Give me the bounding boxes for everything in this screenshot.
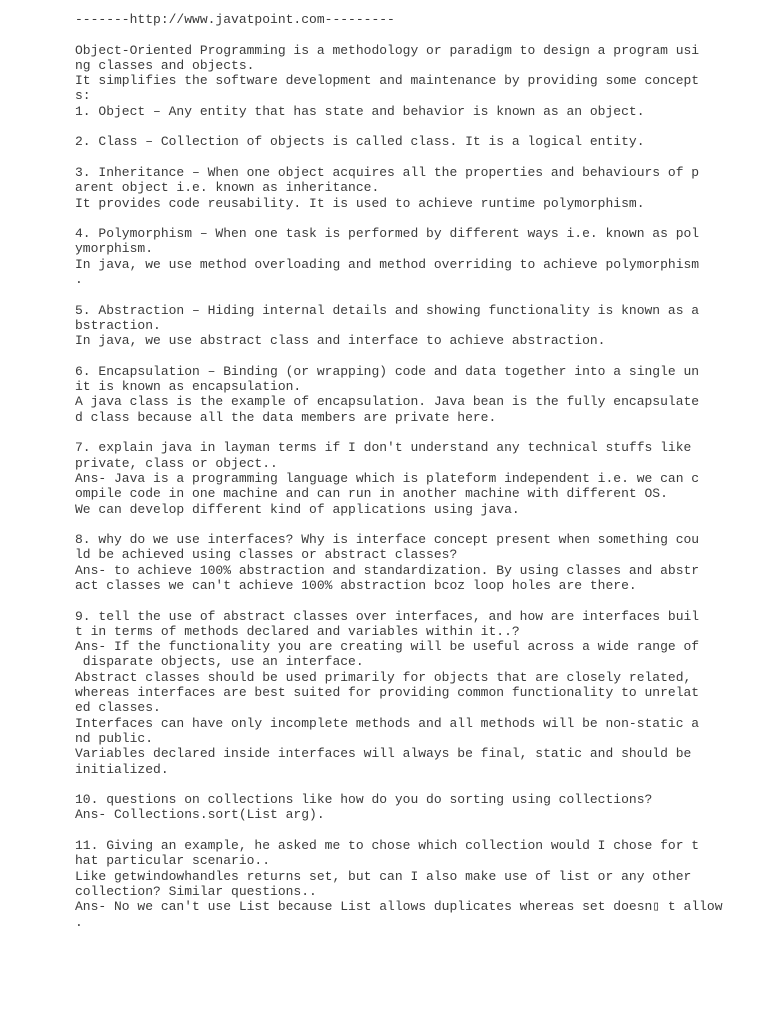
text-line: . xyxy=(75,272,83,288)
text-line: hat particular scenario.. xyxy=(75,853,271,869)
text-line: s: xyxy=(75,88,91,104)
blank-line xyxy=(75,349,735,364)
text-line: 11. Giving an example, he asked me to chose which collection would I chose for t xyxy=(75,838,700,854)
blank-line xyxy=(75,823,735,838)
text-line: Ans- Collections.sort(List arg). xyxy=(75,807,325,823)
text-line: Ans- If the functionality you are creating will be useful across a wide range of xyxy=(75,639,700,655)
text-line: It simplifies the software development and maintenance by providing some concept xyxy=(75,73,700,89)
text-line: d class because all the data members are private here. xyxy=(75,409,497,425)
document-body xyxy=(75,27,735,930)
text-line: 4. Polymorphism – When one task is performed by different ways i.e. known as pol xyxy=(75,226,700,242)
text-line: A java class is the example of encapsulation. Java bean is the fully encapsulate xyxy=(75,394,700,410)
text-line: collection? Similar questions.. xyxy=(75,883,317,899)
text-line: 1. Object – Any entity that has state and behavior is known as an object. xyxy=(75,103,645,119)
blank-line xyxy=(75,150,735,165)
blank-line xyxy=(75,425,735,440)
text-line: initialized. xyxy=(75,761,169,777)
text-line: 3. Inheritance – When one object acquires all the properties and behaviours of p xyxy=(75,164,700,180)
blank-line xyxy=(75,517,735,532)
blank-line xyxy=(75,777,735,792)
blank-line xyxy=(75,119,735,134)
text-line: Ans- No we can't use List because List allows duplicates whereas set doesn▯ t allow xyxy=(75,899,723,915)
text-line: ld be achieved using classes or abstract classes? xyxy=(75,547,458,563)
document-page xyxy=(75,12,735,930)
text-line: It provides code reusability. It is used to achieve runtime polymorphism. xyxy=(75,195,645,211)
blank-line xyxy=(75,287,735,302)
text-line: t in terms of methods declared and variables within it..? xyxy=(75,623,520,639)
header-line: -------http://www.javatpoint.com--------- xyxy=(75,12,395,27)
text-line: Abstract classes should be used primarily for objects that are closely related, xyxy=(75,669,692,685)
text-line: Object-Oriented Programming is a methodology or paradigm to design a program usi xyxy=(75,42,700,58)
text-line: Ans- to achieve 100% abstraction and standardization. By using classes and abstr xyxy=(75,562,700,578)
text-line: 2. Class – Collection of objects is called class. It is a logical entity. xyxy=(75,134,645,150)
text-line: ed classes. xyxy=(75,700,161,716)
text-line: In java, we use abstract class and interface to achieve abstraction. xyxy=(75,333,606,349)
blank-line xyxy=(75,211,735,226)
text-line: Like getwindowhandles returns set, but can I also make use of list or any other xyxy=(75,868,692,884)
text-line: act classes we can't achieve 100% abstraction bcoz loop holes are there. xyxy=(75,577,637,593)
text-line: 10. questions on collections like how do you do sorting using collections? xyxy=(75,792,653,808)
blank-line xyxy=(75,593,735,608)
text-line: Variables declared inside interfaces will always be final, static and should be xyxy=(75,746,692,762)
text-line: disparate objects, use an interface. xyxy=(75,654,364,670)
text-line: In java, we use method overloading and method overriding to achieve polymorphism xyxy=(75,256,700,272)
text-line: it is known as encapsulation. xyxy=(75,379,302,395)
text-line: ng classes and objects. xyxy=(75,57,255,73)
text-line: 8. why do we use interfaces? Why is interface concept present when something cou xyxy=(75,532,700,548)
text-line: ompile code in one machine and can run in another machine with different OS. xyxy=(75,486,668,502)
text-line: whereas interfaces are best suited for providing common functionality to unrelat xyxy=(75,685,700,701)
text-line: nd public. xyxy=(75,730,154,746)
text-line: ymorphism. xyxy=(75,241,154,257)
text-line: 9. tell the use of abstract classes over interfaces, and how are interfaces buil xyxy=(75,608,700,624)
text-line: 7. explain java in layman terms if I don't understand any technical stuffs like xyxy=(75,440,692,456)
text-line: private, class or object.. xyxy=(75,455,278,471)
text-line: arent object i.e. known as inheritance. xyxy=(75,180,380,196)
text-line: 5. Abstraction – Hiding internal details and showing functionality is known as a xyxy=(75,302,700,318)
text-line: Interfaces can have only incomplete methods and all methods will be non-static a xyxy=(75,715,700,731)
text-line: . xyxy=(75,914,83,930)
text-line: bstraction. xyxy=(75,317,161,333)
blank-line xyxy=(75,27,735,42)
text-line: Ans- Java is a programming language which is plateform independent i.e. we can c xyxy=(75,470,700,486)
text-line: We can develop different kind of applications using java. xyxy=(75,501,520,517)
text-line: 6. Encapsulation – Binding (or wrapping) code and data together into a single un xyxy=(75,363,700,379)
